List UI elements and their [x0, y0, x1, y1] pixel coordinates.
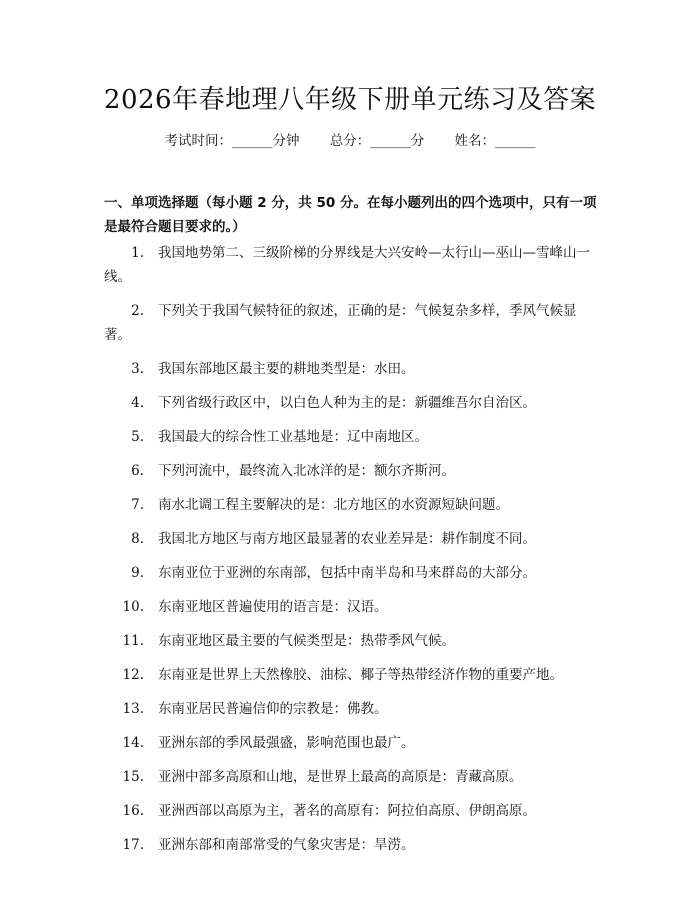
- question-text: 亚洲西部以高原为主，著名的高原有：阿拉伯高原、伊朗高原。: [158, 803, 536, 819]
- student-name-field: [455, 131, 536, 151]
- student-name-blank: ______: [495, 133, 536, 149]
- question-number: 7.: [131, 497, 144, 513]
- question-text: 我国北方地区与南方地区最显著的农业差异是：耕作制度不同。: [158, 531, 536, 547]
- question-item: [0, 697, 700, 721]
- question-number: 16.: [122, 803, 144, 819]
- exam-time-field: [164, 131, 299, 151]
- question-number: 4.: [131, 395, 144, 411]
- question-item: [0, 357, 700, 381]
- question-item: [0, 799, 700, 823]
- question-item: [0, 629, 700, 653]
- question-text: 南水北调工程主要解决的是：北方地区的水资源短缺问题。: [158, 497, 509, 513]
- question-item: [0, 493, 700, 517]
- total-score-blank: ______: [370, 133, 411, 149]
- question-item: [0, 595, 700, 619]
- question-text: 下列河流中，最终流入北冰洋的是：额尔齐斯河。: [158, 463, 455, 479]
- question-item: [0, 663, 700, 687]
- exam-time-label: 考试时间：: [164, 133, 232, 149]
- question-text: 东南亚居民普遍信仰的宗教是：佛教。: [158, 701, 388, 717]
- question-number: 8.: [131, 531, 144, 547]
- question-number: 11.: [122, 633, 144, 649]
- exam-time-unit: 分钟: [272, 133, 300, 149]
- question-number: 6.: [131, 463, 144, 479]
- question-text: 我国东部地区最主要的耕地类型是：水田。: [158, 361, 415, 377]
- question-text: 亚洲东部的季风最强盛，影响范围也最广。: [158, 735, 415, 751]
- question-text: 我国最大的综合性工业基地是：辽中南地区。: [158, 429, 428, 445]
- student-name-label: 姓名：: [454, 133, 496, 149]
- question-item: [0, 765, 700, 789]
- question-text: 亚洲中部多高原和山地，是世界上最高的高原是：青藏高原。: [158, 769, 523, 785]
- question-number: 10.: [122, 599, 144, 615]
- question-item: [0, 459, 700, 483]
- question-text: 下列关于我国气候特征的叙述，正确的是：气候复杂多样，季风气候显著。: [104, 303, 577, 343]
- question-text: 东南亚地区普遍使用的语言是：汉语。: [158, 599, 388, 615]
- total-score-field: [330, 131, 425, 151]
- question-number: 9.: [131, 565, 144, 581]
- question-item: [0, 299, 700, 347]
- total-score-unit: 分: [410, 133, 425, 149]
- exam-info-line: [0, 131, 700, 151]
- question-number: 12.: [122, 667, 144, 683]
- question-number: 5.: [131, 429, 144, 445]
- question-item: [0, 425, 700, 449]
- question-text: 东南亚是世界上天然橡胶、油棕、椰子等热带经济作物的重要产地。: [158, 667, 563, 683]
- question-text: 我国地势第二、三级阶梯的分界线是大兴安岭—太行山—巫山—雪峰山一线。: [104, 245, 590, 285]
- question-item: [0, 527, 700, 551]
- question-number: 15.: [122, 769, 144, 785]
- question-text: 东南亚位于亚洲的东南部，包括中南半岛和马来群岛的大部分。: [158, 565, 536, 581]
- question-item: [0, 833, 700, 857]
- page-title: 2026年春地理八年级下册单元练习及答案: [103, 85, 597, 115]
- question-number: 14.: [122, 735, 144, 751]
- total-score-label: 总分：: [329, 133, 371, 149]
- question-text: 下列省级行政区中，以白色人种为主的是：新疆维吾尔自治区。: [158, 395, 536, 411]
- question-number: 13.: [122, 701, 144, 717]
- question-item: [0, 391, 700, 415]
- question-item: [0, 731, 700, 755]
- question-number: 2.: [131, 303, 144, 319]
- section-heading: 一、单项选择题（每小题 2 分，共 50 分。在每小题列出的四个选项中，只有一项是最符合题目要求的。）: [104, 195, 597, 235]
- question-list: [0, 241, 700, 867]
- question-text: 东南亚地区最主要的气候类型是：热带季风气候。: [158, 633, 455, 649]
- question-number: 1.: [131, 245, 144, 261]
- question-item: [0, 241, 700, 289]
- question-item: [0, 561, 700, 585]
- question-text: 亚洲东部和南部常受的气象灾害是：旱涝。: [158, 837, 415, 853]
- question-number: 3.: [131, 361, 144, 377]
- question-number: 17.: [122, 837, 144, 853]
- exam-time-blank: ______: [231, 133, 273, 149]
